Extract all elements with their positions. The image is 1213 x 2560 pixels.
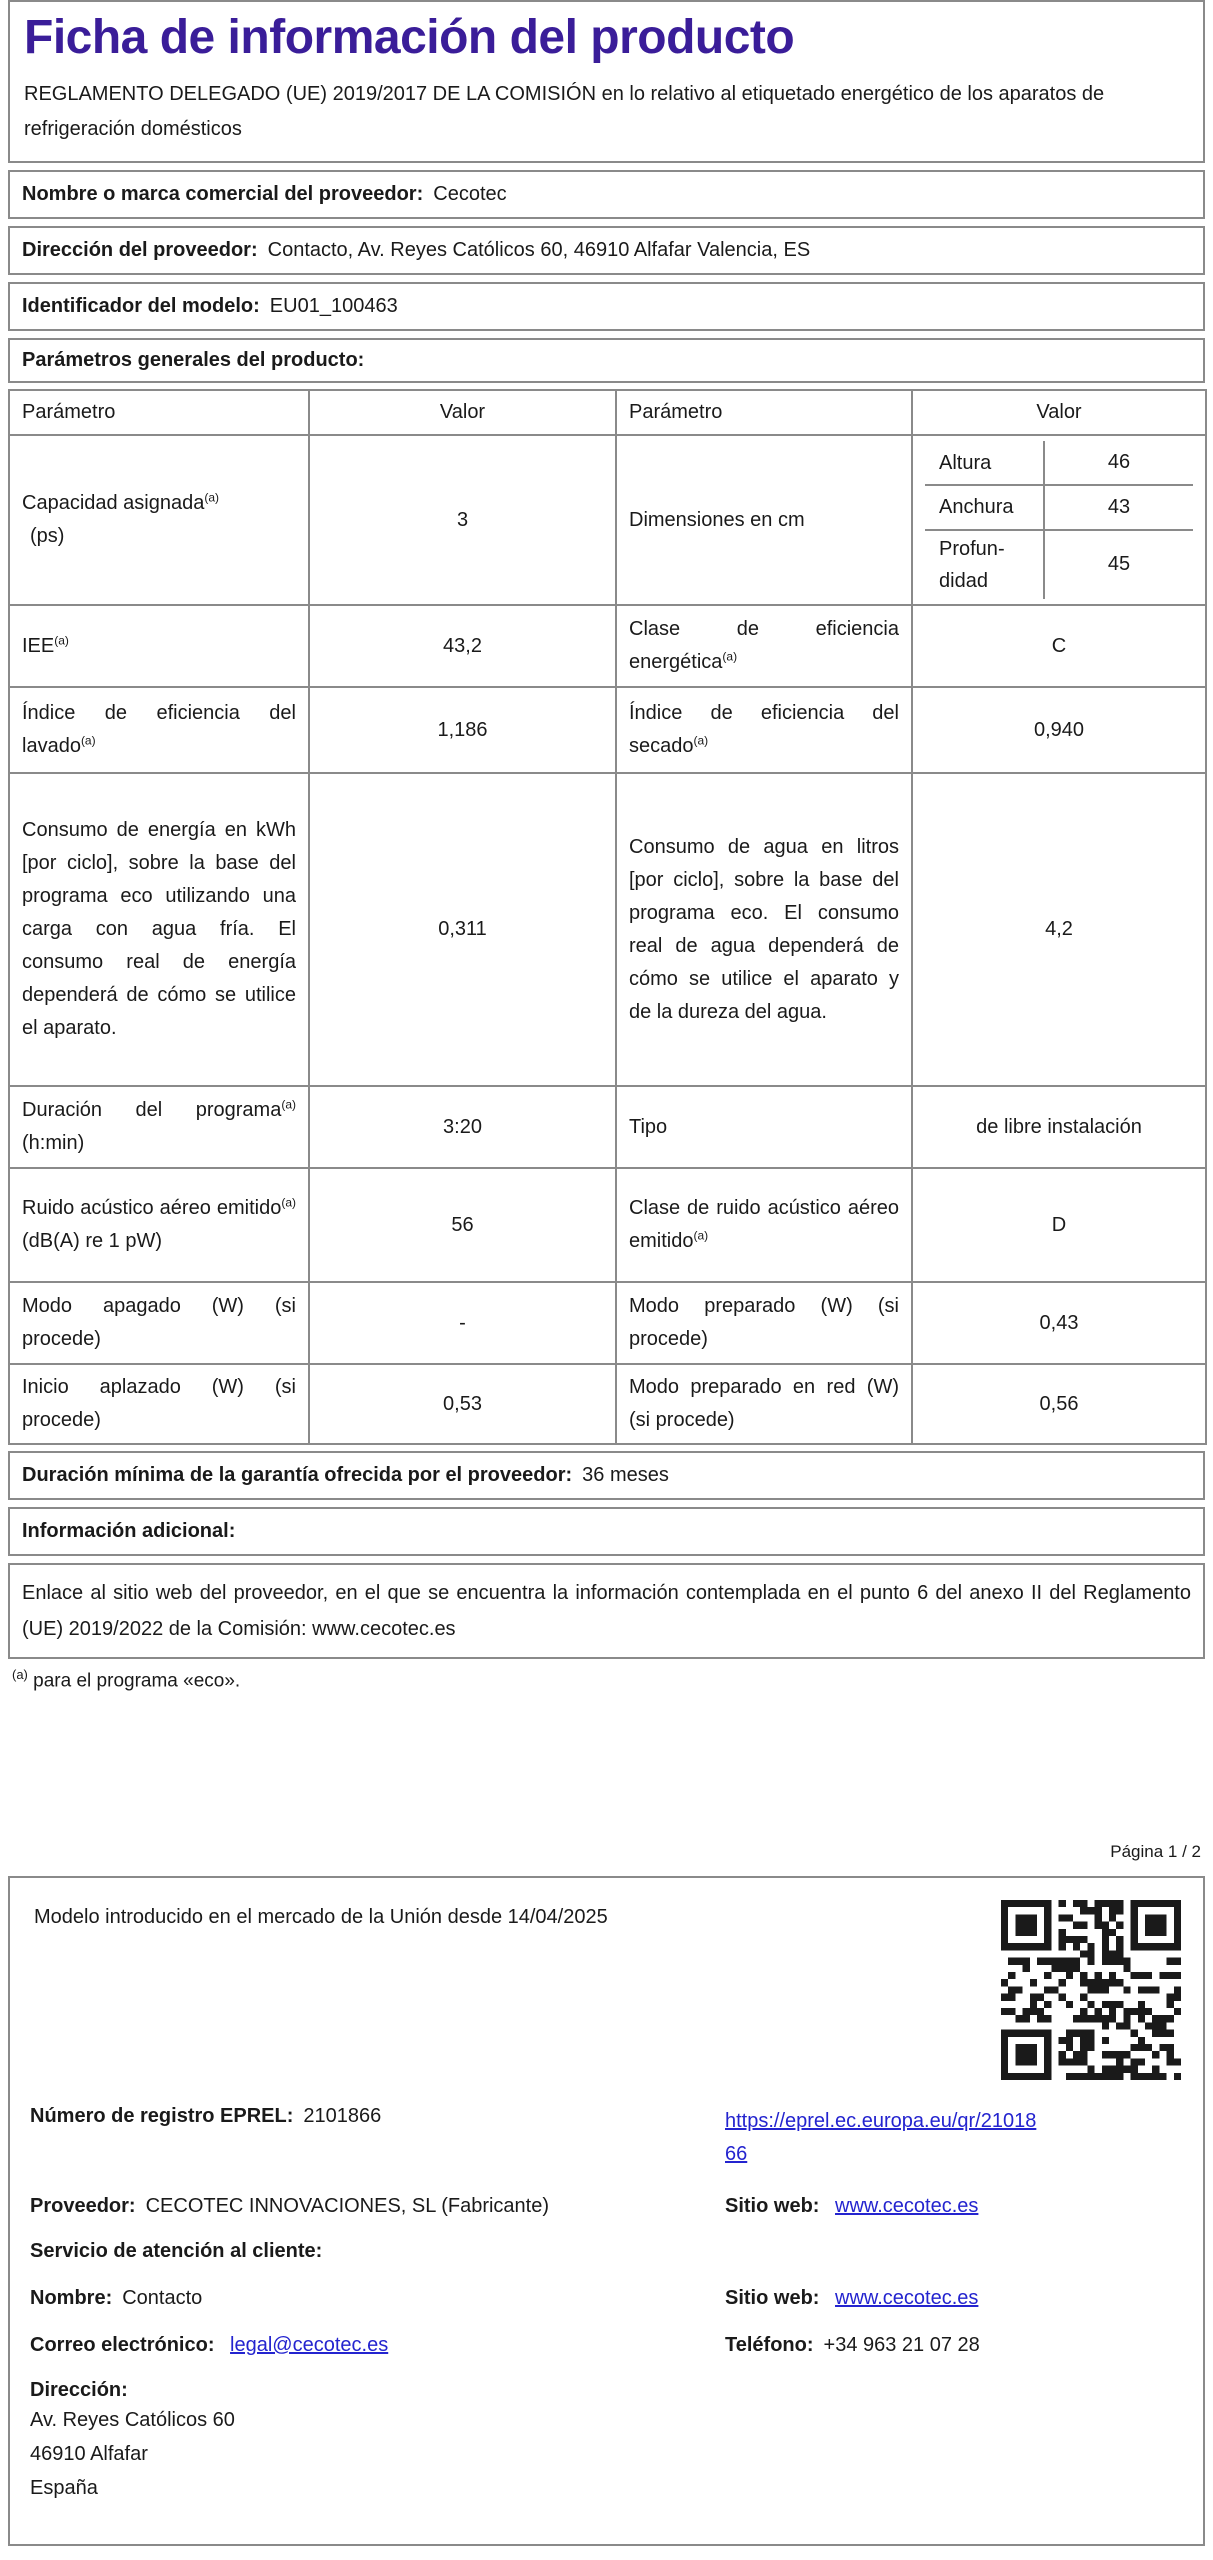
networked-standby-label-cell: Modo preparado en red (W) (si procede)	[616, 1364, 912, 1444]
table-row-off-standby	[9, 1282, 1206, 1364]
table-header-row	[9, 390, 1206, 435]
email-phone-row	[30, 2334, 1183, 2357]
eprel-number-label: Número de registro EPREL:	[30, 2105, 294, 2127]
email-link[interactable]: legal@cecotec.es	[230, 2334, 389, 2356]
table-row-eei-class	[9, 605, 1206, 687]
website-link-1[interactable]: www.cecotec.es	[835, 2195, 979, 2217]
contact-name-label: Nombre:	[30, 2287, 113, 2309]
parameters-table	[8, 389, 1207, 1445]
table-row-consumption	[9, 773, 1206, 1086]
table-row-wash-dry-index	[9, 687, 1206, 773]
contact-name-value: Contacto	[122, 2287, 203, 2309]
provider-value: CECOTEC INNOVACIONES, SL (Fabricante)	[145, 2195, 550, 2217]
warranty-value: 36 meses	[582, 1464, 669, 1487]
page-number: Página 1 / 2	[1110, 1842, 1201, 1861]
regulation-text: REGLAMENTO DELEGADO (UE) 2019/2017 DE LA COMISIÓN en lo relativo al etiquetado energético de los aparatos de refrigeración domésticos	[24, 83, 1105, 141]
table-row-duration-type	[9, 1086, 1206, 1168]
eprel-card	[8, 1876, 1205, 2546]
contact-name-row	[30, 2287, 1183, 2310]
supplier-address-value: Contacto, Av. Reyes Católicos 60, 46910 Alfafar Valencia, ES	[267, 239, 811, 262]
eei-label-cell: IEE$^{(a)}$	[9, 605, 309, 687]
address-line-city: 46910 Alfafar	[30, 2443, 148, 2465]
eei-value-cell: 43,2	[309, 605, 616, 687]
website-note-link: www.cecotec.es	[312, 1618, 456, 1641]
website-note-text: Enlace al sitio web del proveedor, en el que se encuentra la información contemplada en el punto 6 del anexo II del Reglamento (UE) 2019/2022 de la Comisión:	[22, 1582, 1191, 1641]
table-row-delay-network	[9, 1364, 1206, 1444]
eprel-qr-link[interactable]: https://eprel.ec.europa.eu/qr/2101866	[725, 2110, 1037, 2165]
market-entry-note: Modelo introducido en el mercado de la Unión desde 14/04/2025	[34, 1906, 608, 1928]
footnote-text: para el programa «eco».	[33, 1670, 241, 1692]
website-label-1: Sitio web:	[725, 2195, 820, 2217]
program-duration-label-cell: Duración del programa$^{(a)}$ (h:min)	[9, 1086, 309, 1168]
noise-value-cell: 56	[309, 1168, 616, 1282]
general-params-heading: Parámetros generales del producto:	[22, 349, 365, 372]
supplier-brand-label: Nombre o marca comercial del proveedor:	[22, 183, 424, 206]
energy-class-label-cell: Clase de eficiencia energética$^{(a)}$	[616, 605, 912, 687]
wash-index-label-cell: Índice de eficiencia del lavado$^{(a)}$	[9, 687, 309, 773]
eprel-number-row	[30, 2105, 1183, 2171]
email-label: Correo electrónico:	[30, 2334, 215, 2356]
dimension-row-depth: Profundidad 45	[925, 531, 1193, 599]
program-duration-value-cell: 3:20	[309, 1086, 616, 1168]
off-mode-value-cell: -	[309, 1282, 616, 1364]
model-id-label: Identificador del modelo:	[22, 295, 260, 318]
website-link-2[interactable]: www.cecotec.es	[835, 2287, 979, 2309]
eco-footnote	[12, 1667, 1205, 1692]
additional-info-heading: Información adicional:	[22, 1520, 236, 1543]
address-line-country: España	[30, 2477, 98, 2499]
dry-index-label-cell: Índice de eficiencia del secado$^{(a)}$	[616, 687, 912, 773]
type-value-cell: de libre instalación	[912, 1086, 1206, 1168]
address-line-street: Av. Reyes Católicos 60	[30, 2409, 235, 2431]
energy-consumption-value-cell: 0,311	[309, 773, 616, 1086]
dry-index-value-cell: 0,940	[912, 687, 1206, 773]
additional-info-row	[8, 1507, 1205, 1556]
table-row-noise	[9, 1168, 1206, 1282]
dimension-row-width: Anchura 43	[925, 486, 1193, 531]
param-header-2: Parámetro	[616, 390, 912, 435]
dimension-row-height: Altura 46	[925, 441, 1193, 486]
water-consumption-value-cell: 4,2	[912, 773, 1206, 1086]
warranty-row	[8, 1451, 1205, 1500]
table-row-capacity-dimensions	[9, 435, 1206, 605]
capacity-label-cell: Capacidad asignada$^{(a)}$ (ps)	[9, 435, 309, 605]
delay-start-label-cell: Inicio aplazado (W) (si procede)	[9, 1364, 309, 1444]
eprel-number-value: 2101866	[303, 2105, 382, 2127]
standby-mode-label-cell: Modo preparado (W) (si procede)	[616, 1282, 912, 1364]
supplier-website-note	[8, 1563, 1205, 1659]
water-consumption-label-cell: Consumo de agua en litros [por ciclo], sobre la base del programa eco. El consumo real de agua dependerá de cómo se utilice el aparato y de la dureza del agua.	[616, 773, 912, 1086]
provider-row	[30, 2195, 1183, 2218]
delay-start-value-cell: 0,53	[309, 1364, 616, 1444]
capacity-value-cell: 3	[309, 435, 616, 605]
provider-label: Proveedor:	[30, 2195, 136, 2217]
phone-label: Teléfono:	[725, 2334, 814, 2356]
value-header-2: Valor	[912, 390, 1206, 435]
dimensions-value-cell	[912, 435, 1206, 605]
dimensions-label-cell: Dimensiones en cm	[616, 435, 912, 605]
noise-class-value-cell: D	[912, 1168, 1206, 1282]
off-mode-label-cell: Modo apagado (W) (si procede)	[9, 1282, 309, 1364]
footnote-marker: (a)	[12, 1667, 28, 1683]
value-header-1: Valor	[309, 390, 616, 435]
param-header-1: Parámetro	[9, 390, 309, 435]
supplier-brand-row	[8, 170, 1205, 219]
supplier-brand-value: Cecotec	[433, 183, 507, 206]
phone-value: +34 963 21 07 28	[823, 2334, 980, 2356]
customer-service-heading: Servicio de atención al cliente:	[30, 2240, 323, 2262]
energy-consumption-label-cell: Consumo de energía en kWh [por ciclo], sobre la base del programa eco utilizando una carga con agua fría. El consumo real de energía dependerá de cómo se utilice el aparato.	[9, 773, 309, 1086]
wash-index-value-cell: 1,186	[309, 687, 616, 773]
qr-code-icon	[1001, 1900, 1181, 2080]
model-id-value: EU01_100463	[269, 295, 398, 318]
website-label-2: Sitio web:	[725, 2287, 820, 2309]
warranty-label: Duración mínima de la garantía ofrecida por el proveedor:	[22, 1464, 573, 1487]
networked-standby-value-cell: 0,56	[912, 1364, 1206, 1444]
noise-label-cell: Ruido acústico aéreo emitido$^{(a)}$ (dB(A) re 1 pW)	[9, 1168, 309, 1282]
standby-mode-value-cell: 0,43	[912, 1282, 1206, 1364]
model-id-row	[8, 282, 1205, 331]
supplier-address-label: Dirección del proveedor:	[22, 239, 258, 262]
energy-class-value-cell: C	[912, 605, 1206, 687]
page-title: Ficha de información del producto	[24, 11, 795, 64]
noise-class-label-cell: Clase de ruido acústico aéreo emitido$^{(a)}$	[616, 1168, 912, 1282]
type-label-cell: Tipo	[616, 1086, 912, 1168]
customer-service-heading-row	[30, 2240, 1183, 2263]
supplier-address-row	[8, 226, 1205, 275]
address-label: Dirección:	[30, 2379, 128, 2401]
general-params-heading-row	[8, 338, 1205, 383]
address-block	[30, 2379, 1183, 2504]
title-block	[8, 0, 1205, 163]
